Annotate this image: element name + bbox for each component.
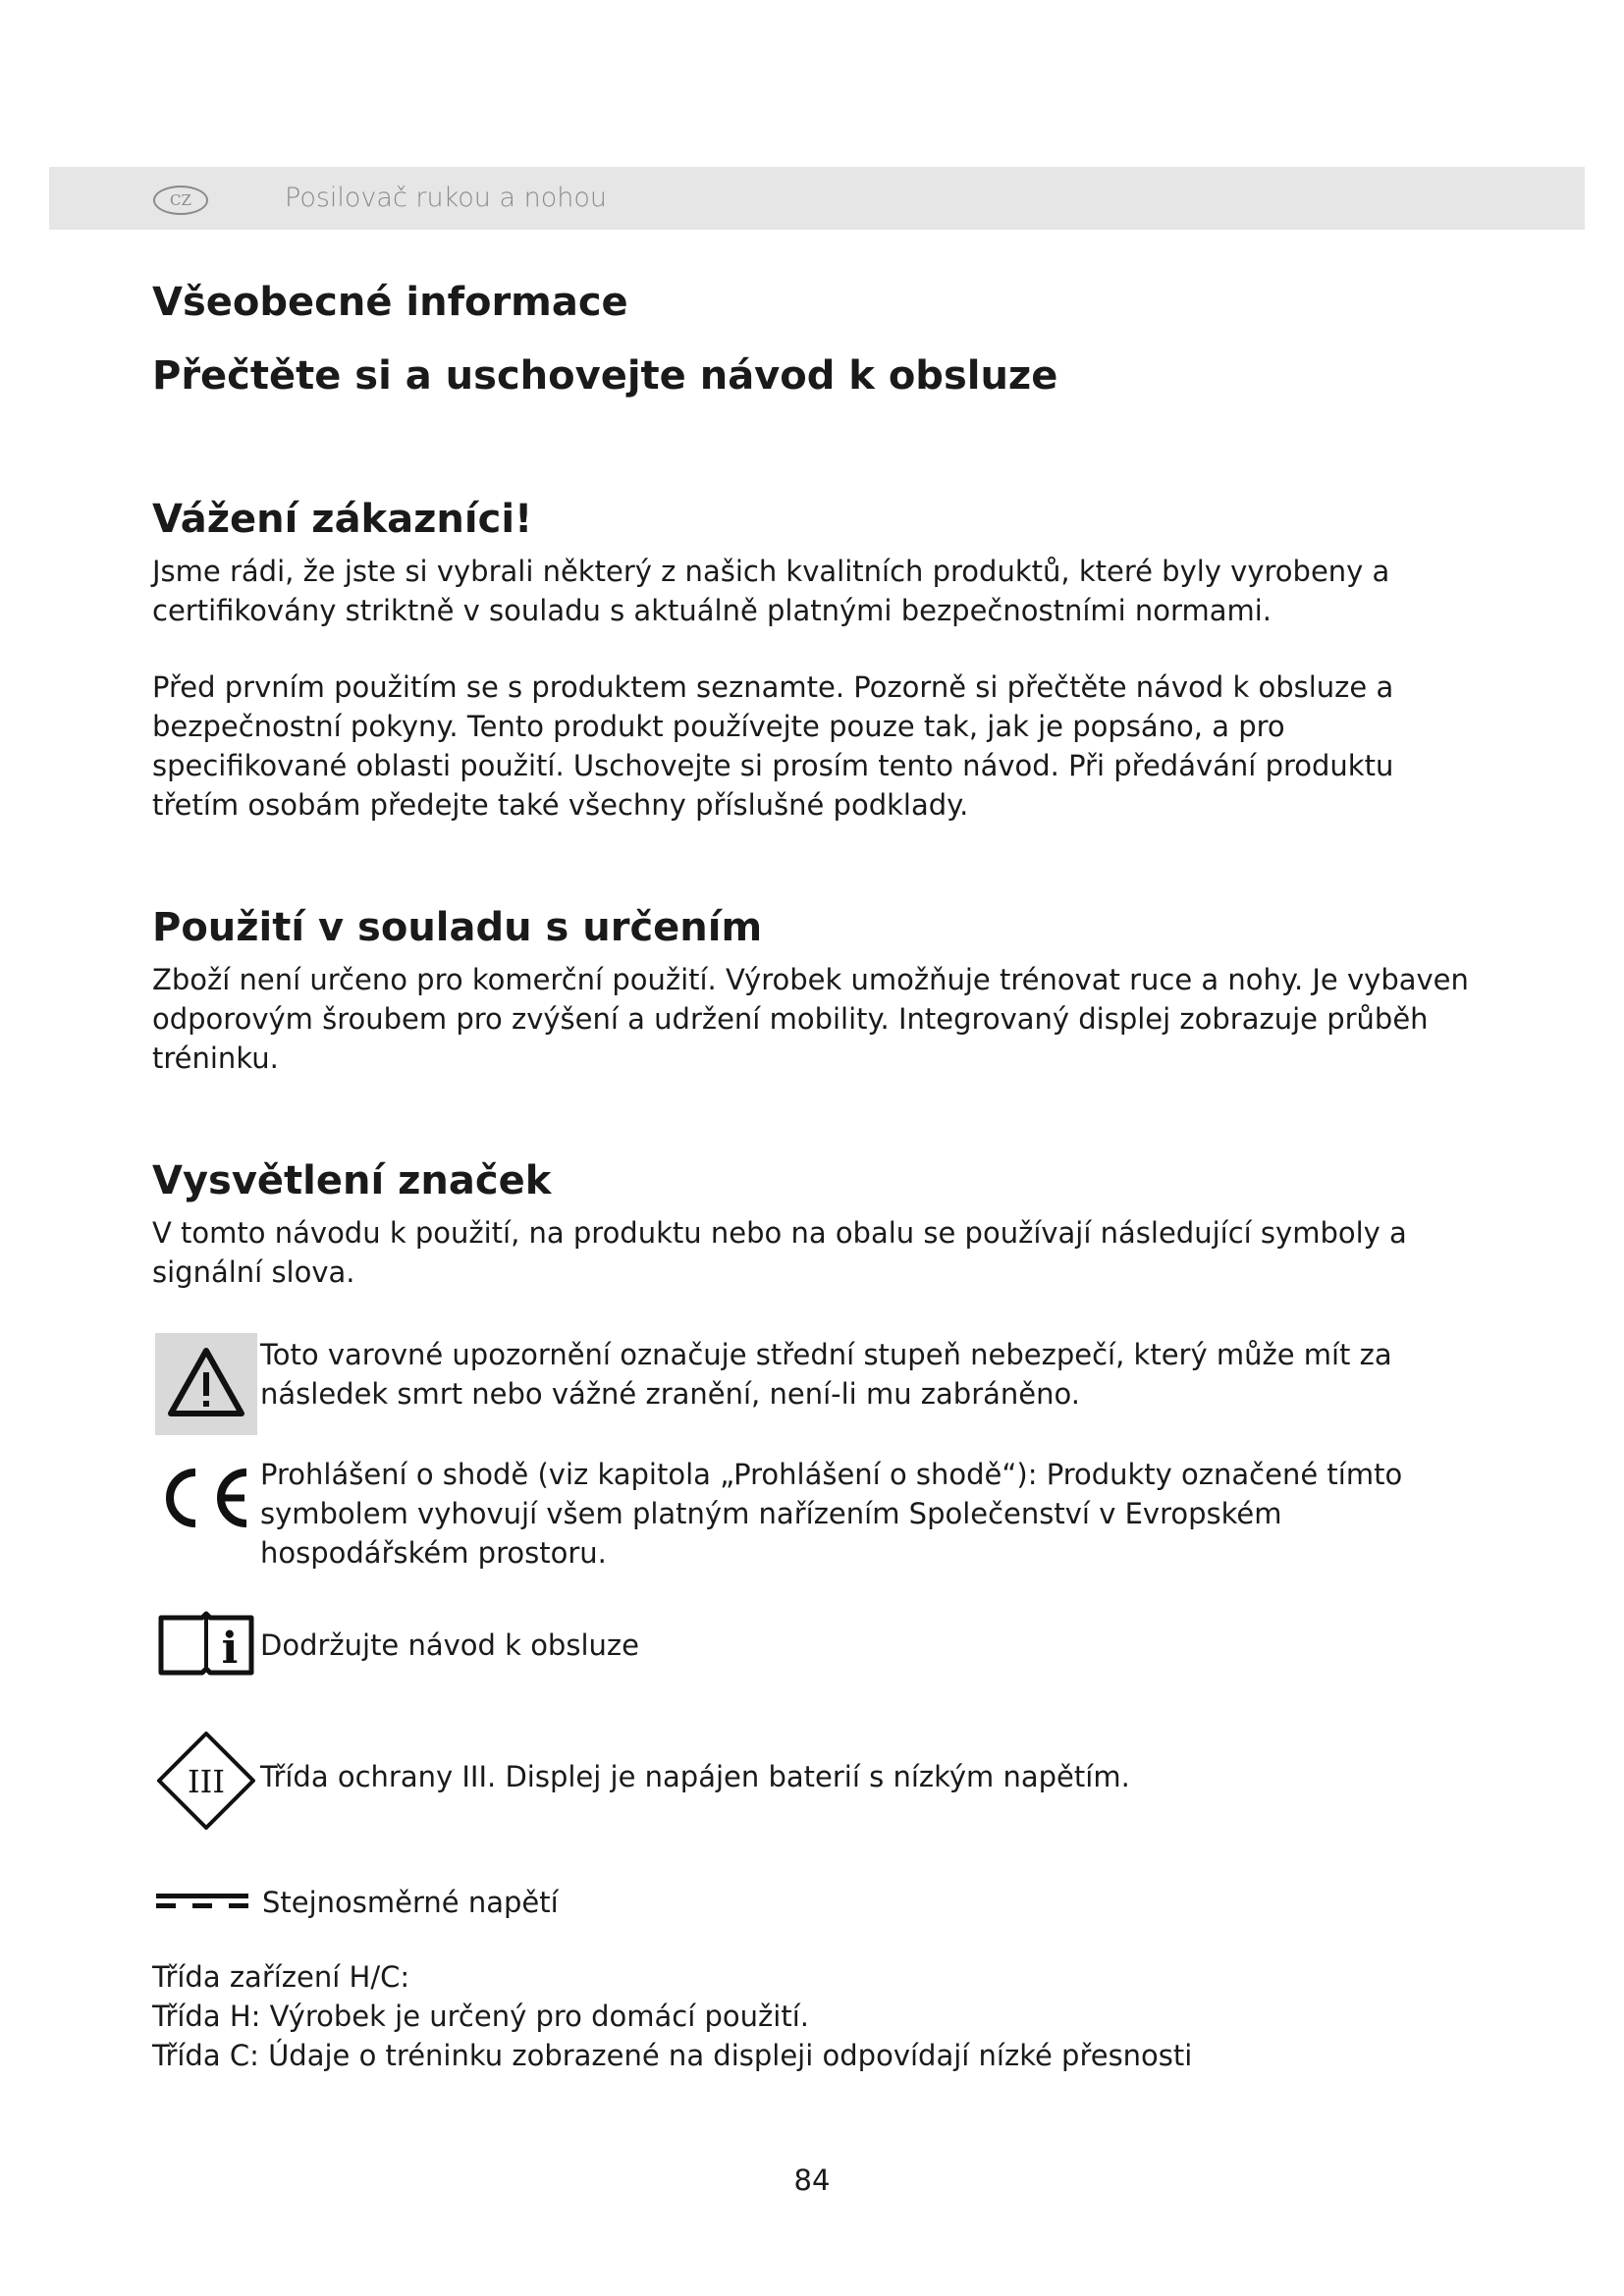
device-class-h: Třída H: Výrobek je určený pro domácí použití. [152,2000,809,2033]
device-class-c: Třída C: Údaje o tréninku zobrazené na displeji odpovídají nízké přesnosti [152,2039,1193,2072]
paragraph-intended-use: Zboží není určeno pro komerční použití. Výrobek umožňuje trénovat ruce a nohy. Je vybaven odporovým šroubem pro zvýšení a udržení mobility. Integrovaný displej zobrazuje průběh tréninku. [152,963,1469,1075]
dc-voltage-icon [152,1889,252,1912]
symbol-row-manual [152,1608,1488,1679]
device-class-title: Třída zařízení H/C: [152,1960,410,1994]
header-bar [49,167,1585,230]
protection-class-iii-icon [155,1730,257,1832]
main-content [152,280,1488,2075]
heading-intended-use: Použití v souladu s určením [152,905,763,950]
manual-book-icon [155,1608,257,1679]
symbol-row-dc [152,1883,1488,1922]
heading-dear-customers: Vážení zákazníci! [152,497,533,542]
protection-class-text: Třída ochrany III. Displej je napájen baterií s nízkým napětím. [260,1760,1130,1793]
device-class-block [152,1957,1488,2075]
symbol-row-warning [152,1333,1488,1435]
language-badge: CZ [153,186,208,215]
warning-text: Toto varovné upozornění označuje střední stupeň nebezpečí, který může mít za následek smrt nebo vážné zranění, není-li mu zabráněno. [260,1338,1392,1411]
paragraph-customers-2: Před prvním použitím se s produktem seznamte. Pozorně si přečtěte návod k obsluze a bezpečnostní pokyny. Tento produkt používejte pouze tak, jak je popsáno, a pro specifikované oblasti použití. Uschovejte si prosím tento návod. Při předávání produktu třetím osobám předejte také všechny příslušné podklady. [152,670,1394,822]
manual-info-letter: i [221,1624,239,1674]
ce-text: Prohlášení o shodě (viz kapitola „Prohlášení o shodě“): Produkty označené tímto symbolem vyhovují všem platným nařízením Společenství v Evropském hospodářském prostoru. [260,1458,1403,1570]
page-number: 84 [793,2163,831,2197]
symbol-row-protection-class [152,1730,1488,1832]
protection-class-label: III [188,1763,225,1800]
warning-icon [155,1333,257,1435]
ce-mark-icon [152,1463,260,1533]
paragraph-symbols-intro: V tomto návodu k použití, na produktu nebo na obalu se používají následující symboly a signální slova. [152,1216,1407,1289]
dc-voltage-text: Stejnosměrné napětí [262,1886,559,1919]
heading-symbols: Vysvětlení značek [152,1158,552,1203]
header-title: Posilovač rukou a nohou [285,183,607,213]
heading-general-info: Všeobecné informace [152,280,628,325]
paragraph-customers-1: Jsme rádi, že jste si vybrali některý z našich kvalitních produktů, které byly vyrobeny a certifikovány striktně v souladu s aktuálně platnými bezpečnostními normami. [152,555,1390,627]
heading-read-manual: Přečtěte si a uschovejte návod k obsluze [152,353,1058,399]
symbol-row-ce [152,1453,1488,1573]
manual-text: Dodržujte návod k obsluze [260,1629,639,1662]
